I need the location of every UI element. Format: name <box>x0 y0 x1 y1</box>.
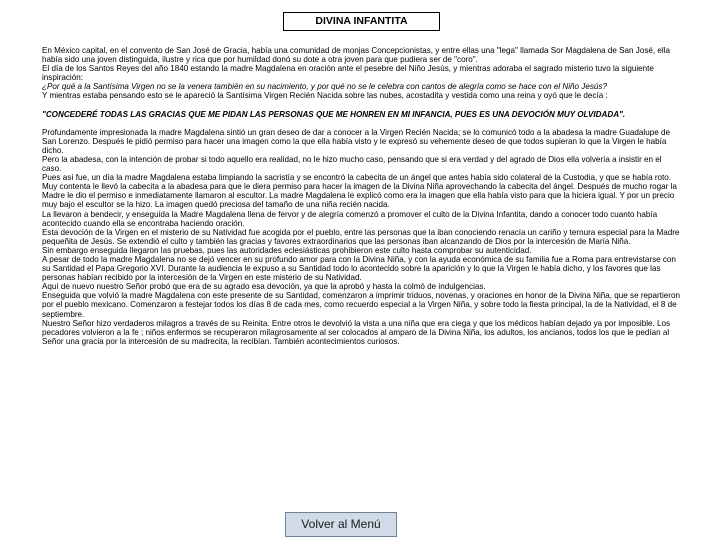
paragraph-10: Esta devoción de la Virgen en el misterio de su Natividad fue acogida por el pueblo, entre las personas que la iban conociendo renacía un cariño y ternura especial para la Madre pequeñita de Jesús. Se extendió el culto y también las gracias y favores extraordinarios que las personas iban alcanzando de Dios por la intercesión de María Niña. <box>42 227 680 246</box>
paragraph-15: Nuestro Señor hizo verdaderos milagros a través de su Reinita. Entre otros le devolvió la vista a una niña que era ciega y que los médicos habían dejado ya por imposible. Los pecadores volvieron a la fe ; niños enfermos se recuperaron milagrosamente al ser colocados al amparo de la Divina Niña, los adultos, los ancianos, todos los que le pedían al Señor una gracia por la intercesión de su madrecita, la recibían. También acontecimientos curiosos. <box>42 318 671 346</box>
page-title: DIVINA INFANTITA <box>283 12 440 31</box>
paragraph-4: Y mientras estaba pensando esto se le apareció la Santísima Virgen Recién Nacida sobre las nubes, acostadita y vestida como una reina y oyó que le decía : <box>42 91 608 101</box>
paragraph-13: Aquí de nuevo nuestro Señor probó que era de su agrado esa devoción, ya que la aprobó y hasta la colmó de indulgencias. <box>42 282 486 292</box>
back-to-menu-button[interactable]: Volver al Menú <box>285 512 397 537</box>
virgin-message-quote: "CONCEDERÉ TODAS LAS GRACIAS QUE ME PIDAN LAS PERSONAS QUE ME HONREN EN MI INFANCIA, PUES ES UNA DEVOCIÓN MUY OLVIDADA". <box>42 109 626 119</box>
paragraph-8: Pues así fue, un día la madre Magdalena estaba limpiando la sacristía y se encontró la cabecita de un ángel que antes había sido colateral de la Custodia, y que se había roto. Muy contenta le llevó la cabecita a la abadesa para que le diera permiso para hacer la imagen de la Divina Niña aprovechando la cabecita del ángel. Después de mucho rogar la Madre le dio el permiso e inmediatamente llamaron al escultor. La madre Magdalena le explicó como era la imagen que ella había visto para que la hiciera igual. Y por un precio muy bajo el escultor se la hizo. La imagen quedó preciosa del tamaño de una niña recién nacida. <box>42 173 677 210</box>
paragraph-3-question: ¿Por qué a la Santísima Virgen no se la venera también en su nacimiento, y por qué no se le celebra con cantos de alegría como se hace con el Niño Jesús? <box>42 82 607 92</box>
paragraph-6: Profundamente impresionada la madre Magdalena sintió un gran deseo de dar a conocer a la Virgen Recién Nacida; se lo comunicó todo a la abadesa la madre Guadalupe de San Lorenzo. Después le pidió permiso para hacer una imagen como la que ella había visto y le expresó su vehemente deseo de que todos supieran lo que la Virgen le había dicho. <box>42 127 670 155</box>
article-body <box>42 46 682 346</box>
paragraph-11: Sin embargo enseguida llegaron las pruebas, pues las autoridades eclesiásticas prohibieron este culto hasta comprobar su autenticidad. <box>42 245 532 255</box>
paragraph-12: A pesar de todo la madre Magdalena no se dejó vencer en su profundo amor para con la Divina Niña, y con la ayuda económica de su familia fue a Roma para entrevistarse con su Santidad el Papa Gregorio XVI. Durante la audiencia le expuso a su Santidad todo lo acontecido sobre la aparición y lo que la Virgen le había dicho, y los favores que las personas habían recibido por la intercesión de la Virgen en este misterio de su Natividad. <box>42 254 676 283</box>
paragraph-1: En México capital, en el convento de San José de Gracia, había una comunidad de monjas Concepcionistas, y entre ellas una "lega" llamada Sor Magdalena de San José, ella había sido una joven distinguida, ilustre y rica que por humildad donó su dote a otra joven para que pudiera ser de "coro". <box>42 46 671 65</box>
paragraph-9: La llevaron a bendecir, y enseguida la Madre Magdalena llena de fervor y de alegría comenzó a promover el culto de la Divina Infantita, dando a conocer todo cuanto había acontecido cuando ella se encontraba haciendo oración. <box>42 209 658 228</box>
paragraph-2: El día de los Santos Reyes del año 1840 estando la madre Magdalena en oración ante el pesebre del Niño Jesús, y mientras adoraba el sagrado misterio tuvo la siguiente inspiración: <box>42 64 654 83</box>
paragraph-7: Pero la abadesa, con la intención de probar si todo aquello era realidad, no le hizo mucho caso, pensando que si era verdad y del agrado de Dios ella volvería a insistir en el caso. <box>42 154 662 174</box>
paragraph-14: Enseguida que volvió la madre Magdalena con este presente de su Santidad, comenzaron a imprimir triduos, novenas, y oraciones en honor de la Divina Niña, que se repartieron por el pueblo mexicano. Comenzaron a festejar todos los días 8 de cada mes, como recuerdo especial a la Virgen Niña, y sobre todo la fiesta principal, la de la Natividad, el 8 de septiembre. <box>42 291 680 319</box>
